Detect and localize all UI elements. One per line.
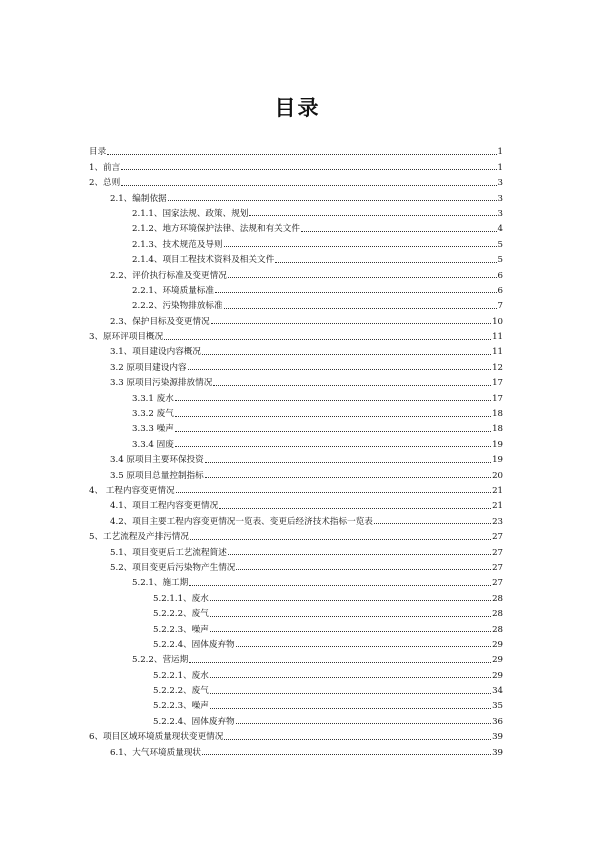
toc-entry-page-number: 34 (492, 686, 503, 697)
toc-entry[interactable] (89, 388, 503, 403)
toc-entry-label: 5.2.2.4、固体废弃物 (153, 639, 235, 650)
toc-entry-page-number: 36 (492, 716, 503, 727)
toc-entry[interactable] (89, 511, 503, 526)
toc-entry-label: 2.1.2、地方环境保护法律、法规和有关文件 (132, 224, 300, 235)
toc-entry-page-number: 35 (492, 701, 503, 712)
toc-entry[interactable] (89, 681, 503, 696)
toc-entry-label: 5.2.2.2、废气 (153, 609, 209, 620)
toc-entry-label: 4、 工程内容变更情况 (89, 485, 175, 496)
toc-entry[interactable] (89, 542, 503, 557)
dot-leader (210, 631, 491, 632)
dot-leader (205, 477, 491, 478)
toc-entry-label: 2.3、保护目标及变更情况 (110, 316, 210, 327)
toc-entry-label: 5.2.1.1、废水 (153, 593, 209, 604)
toc-entry-label: 5.2.2.2、废气 (153, 686, 209, 697)
toc-entry[interactable] (89, 357, 503, 372)
toc-entry[interactable] (89, 573, 503, 588)
toc-entry-page-number: 5 (497, 239, 503, 250)
toc-entry[interactable] (89, 742, 503, 757)
dot-leader (210, 693, 491, 694)
toc-entry[interactable] (89, 527, 503, 542)
toc-entry-page-number: 19 (492, 439, 503, 450)
toc-entry[interactable] (89, 650, 503, 665)
toc-entry-page-number: 4 (497, 224, 503, 235)
toc-entry[interactable] (89, 142, 503, 157)
toc-entry-page-number: 21 (492, 501, 503, 512)
dot-leader (175, 431, 491, 432)
toc-entry-page-number: 7 (497, 301, 503, 312)
toc-entry-label: 5.2.2、营运期 (132, 655, 189, 666)
dot-leader (176, 492, 492, 493)
dot-leader (301, 231, 497, 232)
toc-entry[interactable] (89, 219, 503, 234)
toc-entry-label: 5.2.1、施工期 (132, 578, 189, 589)
dot-leader (236, 723, 491, 724)
toc-entry[interactable] (89, 204, 503, 219)
toc-entry-label: 5.1、项目变更后工艺流程简述 (110, 547, 227, 558)
toc-entry[interactable] (89, 727, 503, 742)
toc-entry-label: 3.5 原项目总量控制指标 (110, 470, 204, 481)
dot-leader (121, 169, 496, 170)
dot-leader (175, 446, 491, 447)
toc-entry-label: 2.1.4、项目工程技术资料及相关文件 (132, 255, 275, 266)
toc-entry-page-number: 28 (492, 593, 503, 604)
toc-entry-page-number: 5 (497, 255, 503, 266)
toc-entry-label: 5.2.2.3、噪声 (153, 624, 209, 635)
dot-leader (224, 246, 497, 247)
toc-entry-label: 2.2、评价执行标准及变更情况 (110, 270, 227, 281)
toc-entry-page-number: 1 (497, 147, 503, 158)
toc-entry-page-number: 12 (492, 362, 503, 373)
toc-entry-page-number: 10 (492, 316, 503, 327)
toc-entry[interactable] (89, 419, 503, 434)
dot-leader (228, 277, 497, 278)
dot-leader (107, 154, 496, 155)
dot-leader (188, 369, 492, 370)
dot-leader (121, 185, 496, 186)
toc-entry[interactable] (89, 635, 503, 650)
toc-entry-page-number: 17 (492, 393, 503, 404)
toc-entry-page-number: 17 (492, 378, 503, 389)
dot-leader (210, 708, 491, 709)
toc-entry-label: 6.1、大气环境质量现状 (110, 747, 202, 758)
dot-leader (210, 616, 491, 617)
toc-entry-label: 3、原环评项目概况 (89, 332, 164, 343)
toc-entry[interactable] (89, 711, 503, 726)
dot-leader (219, 508, 491, 509)
toc-entry-page-number: 39 (492, 732, 503, 743)
toc-entry-label: 6、项目区域环境质量现状变更情况 (89, 732, 224, 743)
toc-entry-page-number: 3 (497, 193, 503, 204)
toc-entry-label: 目录 (89, 147, 107, 158)
toc-entry[interactable] (89, 342, 503, 357)
toc-entry-label: 5.2.2.3、噪声 (153, 701, 209, 712)
toc-entry[interactable] (89, 619, 503, 634)
toc-entry-label: 2.1、编制依据 (110, 193, 167, 204)
toc-entry[interactable] (89, 404, 503, 419)
toc-entry[interactable] (89, 296, 503, 311)
dot-leader (189, 662, 491, 663)
toc-entry-page-number: 1 (497, 162, 503, 173)
toc-entry-page-number: 27 (492, 532, 503, 543)
dot-leader (210, 600, 491, 601)
toc-entry[interactable] (89, 604, 503, 619)
toc-entry-label: 5.2、项目变更后污染物产生情况 (110, 562, 236, 573)
dot-leader (374, 523, 491, 524)
toc-entry-page-number: 39 (492, 747, 503, 758)
toc-entry-page-number: 21 (492, 485, 503, 496)
toc-entry-label: 3.3 原项目污染源排放情况 (110, 378, 213, 389)
toc-entry[interactable] (89, 234, 503, 249)
toc-entry[interactable] (89, 311, 503, 326)
toc-entry[interactable] (89, 265, 503, 280)
toc-entry[interactable] (89, 188, 503, 203)
dot-leader (224, 308, 497, 309)
toc-entry-label: 4.1、项目工程内容变更情况 (110, 501, 219, 512)
toc-entry-page-number: 27 (492, 562, 503, 573)
dot-leader (224, 739, 491, 740)
toc-entry-page-number: 29 (492, 670, 503, 681)
dot-leader (189, 585, 491, 586)
toc-entry[interactable] (89, 588, 503, 603)
toc-entry-label: 2、总则 (89, 178, 121, 189)
dot-leader (236, 569, 491, 570)
toc-entry[interactable] (89, 281, 503, 296)
toc-entry-page-number: 19 (492, 455, 503, 466)
toc-entry[interactable] (89, 465, 503, 480)
toc-entry[interactable] (89, 450, 503, 465)
toc-entry-page-number: 20 (492, 470, 503, 481)
toc-entry-label: 5.2.2.4、固体废弃物 (153, 716, 235, 727)
toc-entry-label: 3.3.1 废水 (132, 393, 174, 404)
toc-entry-label: 2.1.1、国家法规、政策、规划 (132, 208, 249, 219)
dot-leader (168, 200, 497, 201)
dot-leader (190, 539, 491, 540)
toc-entry-page-number: 29 (492, 655, 503, 666)
toc-entry-label: 3.3.2 废气 (132, 409, 174, 420)
toc-entry[interactable] (89, 558, 503, 573)
dot-leader (175, 400, 491, 401)
toc-entry-page-number: 18 (492, 409, 503, 420)
toc-entry[interactable] (89, 665, 503, 680)
dot-leader (213, 385, 491, 386)
toc-entry-page-number: 11 (492, 332, 503, 343)
toc-entry[interactable] (89, 696, 503, 711)
toc-entry-page-number: 28 (492, 624, 503, 635)
dot-leader (210, 677, 491, 678)
toc-entry-label: 5、工艺流程及产排污情况 (89, 532, 189, 543)
toc-entry[interactable] (89, 327, 503, 342)
dot-leader (236, 646, 491, 647)
toc-entry[interactable] (89, 496, 503, 511)
dot-leader (215, 292, 497, 293)
toc-entry-page-number: 28 (492, 609, 503, 620)
toc-entry-label: 3.3.3 噪声 (132, 424, 174, 435)
dot-leader (202, 354, 491, 355)
toc-entry-page-number: 18 (492, 424, 503, 435)
toc-entry[interactable] (89, 250, 503, 265)
toc-entry-page-number: 6 (497, 285, 503, 296)
dot-leader (205, 462, 491, 463)
dot-leader (211, 323, 491, 324)
toc-entry-page-number: 29 (492, 639, 503, 650)
toc-entry-label: 3.1、项目建设内容概况 (110, 347, 202, 358)
toc-entry[interactable] (89, 434, 503, 449)
toc-entry-label: 1、前言 (89, 162, 121, 173)
toc-entry-page-number: 23 (492, 516, 503, 527)
toc-entry-page-number: 27 (492, 547, 503, 558)
dot-leader (275, 262, 496, 263)
dot-leader (228, 554, 491, 555)
toc-entry-page-number: 3 (497, 208, 503, 219)
dot-leader (202, 754, 491, 755)
toc-entry-page-number: 27 (492, 578, 503, 589)
toc-entry-label: 2.2.1、环境质量标准 (132, 285, 215, 296)
toc-entry-label: 2.2.2、污染物排放标准 (132, 301, 223, 312)
toc-entry-page-number: 3 (497, 178, 503, 189)
table-of-contents (89, 142, 503, 758)
page-title: 目录 (274, 96, 321, 120)
toc-entry[interactable] (89, 481, 503, 496)
toc-entry[interactable] (89, 157, 503, 172)
toc-entry[interactable] (89, 173, 503, 188)
toc-entry-label: 5.2.2.1、废水 (153, 670, 209, 681)
toc-entry-label: 2.1.3、技术规范及导则 (132, 239, 223, 250)
toc-entry-label: 3.2 原项目建设内容 (110, 362, 187, 373)
dot-leader (249, 215, 496, 216)
toc-entry[interactable] (89, 373, 503, 388)
dot-leader (175, 416, 491, 417)
dot-leader (164, 339, 491, 340)
toc-entry-label: 3.3.4 固废 (132, 439, 174, 450)
toc-entry-page-number: 11 (492, 347, 503, 358)
toc-entry-page-number: 6 (497, 270, 503, 281)
toc-entry-label: 3.4 原项目主要环保投资 (110, 455, 204, 466)
toc-entry-label: 4.2、项目主要工程内容变更情况一览表、变更后经济技术指标一览表 (110, 516, 373, 527)
